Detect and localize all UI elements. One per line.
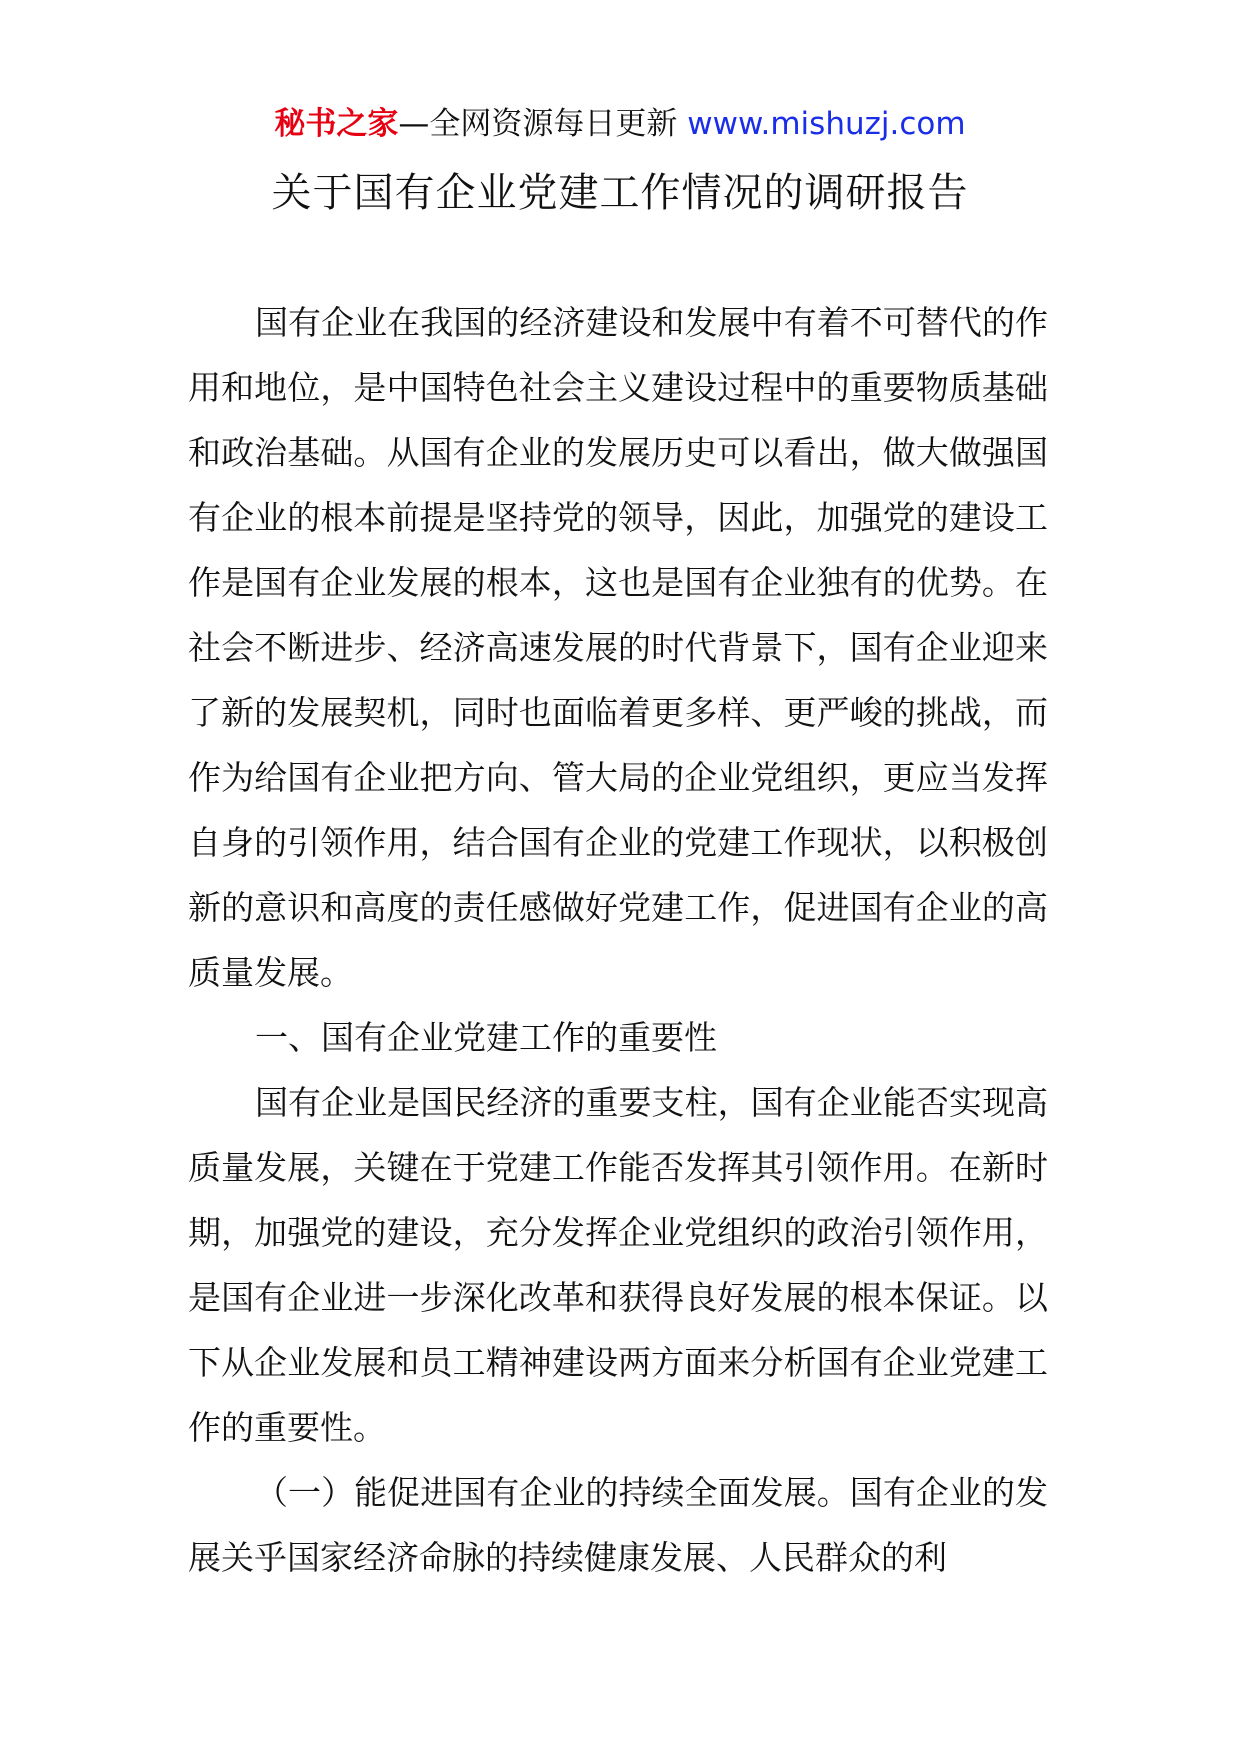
site-url-link[interactable]: www.mishuzj.com	[687, 106, 966, 142]
document-title: 关于国有企业党建工作情况的调研报告	[271, 170, 969, 216]
section-heading: 一、国有企业党建工作的重要性	[255, 1018, 717, 1057]
brand-name: 秘书之家	[274, 106, 399, 142]
intro-paragraph: 国有企业在我国的经济建设和发展中有着不可替代的作用和地位，是中国特色社会主义建设过程中的重要物质基础和政治基础。从国有企业的发展历史可以看出，做大做强国有企业的根本前提是坚持党的领导，因此，加强党的建设工作是国有企业发展的根本，这也是国有企业独有的优势。在社会不断进步、经济高速发展的时代背景下，国有企业迎来了新的发展契机，同时也面临着更多样、更严峻的挑战，而作为给国有企业把方向、管大局的企业党组织，更应当发挥自身的引领作用，结合国有企业的党建工作现状，以积极创新的意识和高度的责任感做好党建工作，促进国有企业的高质量发展。	[188, 303, 1048, 992]
body-paragraph: 国有企业是国民经济的重要支柱，国有企业能否实现高质量发展，关键在于党建工作能否发挥其引领作用。在新时期，加强党的建设，充分发挥企业党组织的政治引领作用，是国有企业进一步深化改革和获得良好发展的根本保证。以下从企业发展和员工精神建设两方面来分析国有企业党建工作的重要性。	[188, 1083, 1048, 1447]
header-tagline: —全网资源每日更新	[398, 106, 688, 142]
site-header	[0, 100, 1240, 148]
document-body	[188, 290, 1048, 1590]
subsection-paragraph: （一）能促进国有企业的持续全面发展。国有企业的发展关乎国家经济命脉的持续健康发展、人民群众的利	[188, 1473, 1048, 1577]
